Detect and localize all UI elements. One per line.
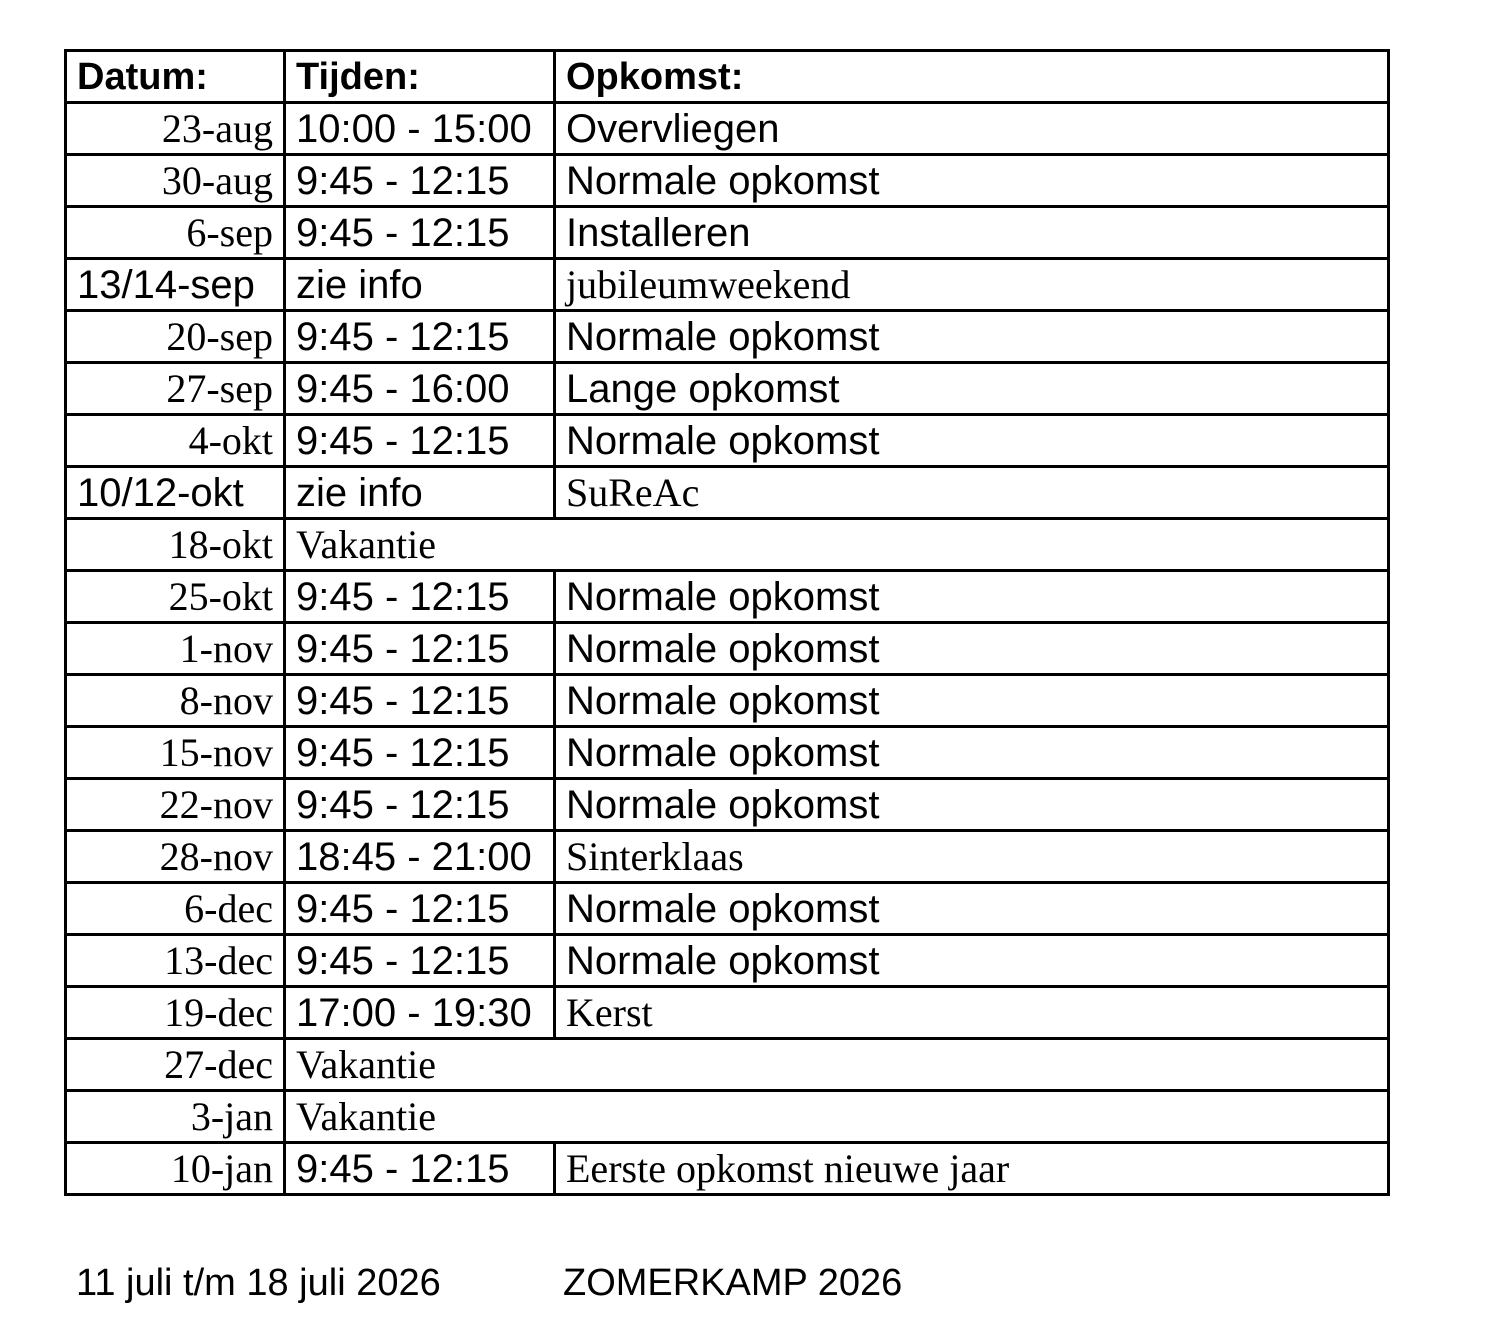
- table-row: [66, 363, 1389, 415]
- footer: [0, 1262, 1504, 1312]
- date-cell: 20-sep: [66, 311, 285, 363]
- date-cell: 3-jan: [66, 1091, 285, 1143]
- activity-cell: Normale opkomst: [555, 883, 1389, 935]
- holiday-cell: Vakantie: [285, 1039, 1389, 1091]
- date-cell: 18-okt: [66, 519, 285, 571]
- time-cell: 9:45 - 12:15: [285, 1143, 555, 1195]
- table-row: [66, 467, 1389, 519]
- table-row: [66, 727, 1389, 779]
- activity-cell: Installeren: [555, 207, 1389, 259]
- date-cell: 10-jan: [66, 1143, 285, 1195]
- activity-cell: SuReAc: [555, 467, 1389, 519]
- activity-cell: Normale opkomst: [555, 623, 1389, 675]
- date-cell: 27-sep: [66, 363, 285, 415]
- table-row: [66, 571, 1389, 623]
- camp-title: ZOMERKAMP 2026: [563, 1262, 903, 1304]
- table-row: [66, 519, 1389, 571]
- time-cell: 9:45 - 12:15: [285, 571, 555, 623]
- camp-period: 11 juli t/m 18 juli 2026: [76, 1262, 441, 1304]
- time-cell: 9:45 - 12:15: [285, 311, 555, 363]
- table-row: [66, 987, 1389, 1039]
- activity-cell: Kerst: [555, 987, 1389, 1039]
- activity-cell: Normale opkomst: [555, 311, 1389, 363]
- time-cell: 9:45 - 12:15: [285, 779, 555, 831]
- activity-cell: Normale opkomst: [555, 155, 1389, 207]
- schedule-body: [66, 51, 1389, 1195]
- time-cell: 18:45 - 21:00: [285, 831, 555, 883]
- date-cell: 23-aug: [66, 103, 285, 155]
- date-cell: 4-okt: [66, 415, 285, 467]
- holiday-cell: Vakantie: [285, 1091, 1389, 1143]
- time-cell: zie info: [285, 467, 555, 519]
- time-cell: 9:45 - 12:15: [285, 935, 555, 987]
- header-opkomst: Opkomst:: [555, 51, 1389, 103]
- activity-cell: Eerste opkomst nieuwe jaar: [555, 1143, 1389, 1195]
- time-cell: 9:45 - 12:15: [285, 415, 555, 467]
- schedule-table: [64, 49, 1390, 1196]
- time-cell: 9:45 - 12:15: [285, 623, 555, 675]
- activity-cell: Normale opkomst: [555, 727, 1389, 779]
- table-row: [66, 103, 1389, 155]
- time-cell: 9:45 - 16:00: [285, 363, 555, 415]
- activity-cell: jubileumweekend: [555, 259, 1389, 311]
- activity-cell: Normale opkomst: [555, 935, 1389, 987]
- holiday-cell: Vakantie: [285, 519, 1389, 571]
- time-cell: 9:45 - 12:15: [285, 207, 555, 259]
- date-cell: 6-sep: [66, 207, 285, 259]
- table-row: [66, 259, 1389, 311]
- table-row: [66, 675, 1389, 727]
- activity-cell: Normale opkomst: [555, 779, 1389, 831]
- table-row: [66, 935, 1389, 987]
- date-cell: 15-nov: [66, 727, 285, 779]
- table-row: [66, 415, 1389, 467]
- time-cell: 10:00 - 15:00: [285, 103, 555, 155]
- time-cell: 9:45 - 12:15: [285, 727, 555, 779]
- date-cell: 10/12-okt: [66, 467, 285, 519]
- time-cell: 9:45 - 12:15: [285, 883, 555, 935]
- table-row: [66, 623, 1389, 675]
- date-cell: 6-dec: [66, 883, 285, 935]
- time-cell: 9:45 - 12:15: [285, 155, 555, 207]
- activity-cell: Overvliegen: [555, 103, 1389, 155]
- table-row: [66, 1091, 1389, 1143]
- activity-cell: Normale opkomst: [555, 571, 1389, 623]
- date-cell: 13-dec: [66, 935, 285, 987]
- date-cell: 22-nov: [66, 779, 285, 831]
- activity-cell: Lange opkomst: [555, 363, 1389, 415]
- date-cell: 13/14-sep: [66, 259, 285, 311]
- date-cell: 1-nov: [66, 623, 285, 675]
- table-row: [66, 779, 1389, 831]
- time-cell: 17:00 - 19:30: [285, 987, 555, 1039]
- table-row: [66, 311, 1389, 363]
- time-cell: 9:45 - 12:15: [285, 675, 555, 727]
- activity-cell: Sinterklaas: [555, 831, 1389, 883]
- date-cell: 27-dec: [66, 1039, 285, 1091]
- header-row: [66, 51, 1389, 103]
- date-cell: 25-okt: [66, 571, 285, 623]
- date-cell: 19-dec: [66, 987, 285, 1039]
- table-row: [66, 1143, 1389, 1195]
- table-row: [66, 207, 1389, 259]
- date-cell: 30-aug: [66, 155, 285, 207]
- activity-cell: Normale opkomst: [555, 415, 1389, 467]
- header-tijden: Tijden:: [285, 51, 555, 103]
- table-row: [66, 883, 1389, 935]
- table-row: [66, 1039, 1389, 1091]
- table-row: [66, 155, 1389, 207]
- date-cell: 28-nov: [66, 831, 285, 883]
- time-cell: zie info: [285, 259, 555, 311]
- table-row: [66, 831, 1389, 883]
- activity-cell: Normale opkomst: [555, 675, 1389, 727]
- header-datum: Datum:: [66, 51, 285, 103]
- date-cell: 8-nov: [66, 675, 285, 727]
